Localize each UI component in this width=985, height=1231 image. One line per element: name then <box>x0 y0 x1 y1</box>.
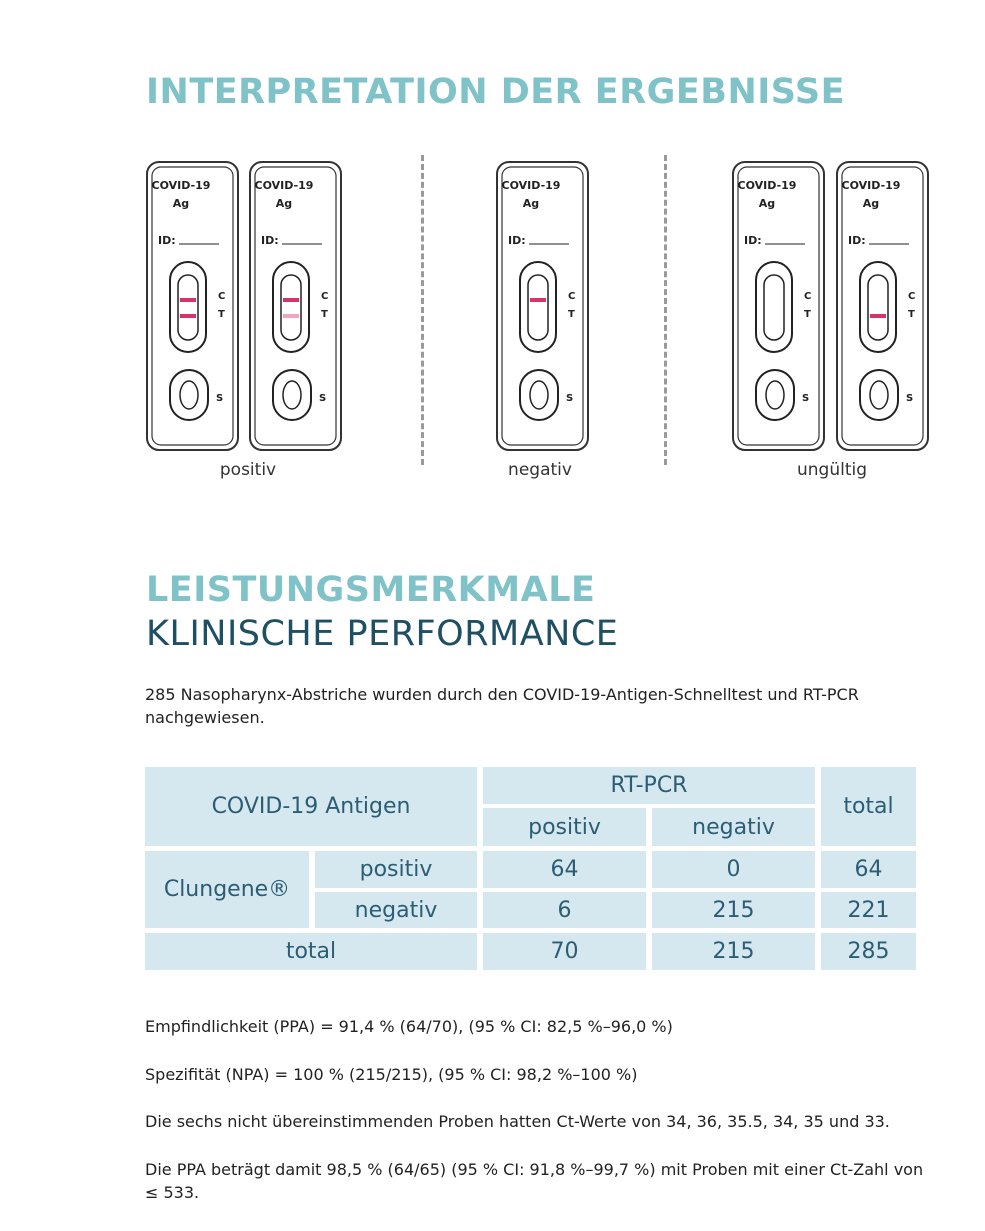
table-cell: 70 <box>483 933 646 970</box>
table-cell: 215 <box>652 892 815 928</box>
svg-text:Ag: Ag <box>172 197 190 210</box>
table-cell: 215 <box>652 933 815 970</box>
svg-text:C: C <box>908 291 916 302</box>
label-positive: positiv <box>219 460 277 480</box>
svg-text:COVID-19: COVID-19 <box>737 179 797 192</box>
table-cell: 285 <box>821 933 916 970</box>
svg-text:COVID-19: COVID-19 <box>501 179 561 192</box>
svg-text:Ag: Ag <box>522 197 540 210</box>
table-method-header: RT-PCR <box>483 767 815 804</box>
svg-text:COVID-19: COVID-19 <box>841 179 901 192</box>
svg-text:COVID-19: COVID-19 <box>254 179 314 192</box>
svg-text:T: T <box>804 309 811 320</box>
heading-performance: LEISTUNGSMERKMALE <box>146 570 596 610</box>
sensitivity-text: Empfindlichkeit (PPA) = 91,4 % (64/70), (95 % CI: 82,5 %–96,0 %) <box>145 1017 673 1036</box>
table-cell: 0 <box>652 851 815 888</box>
label-invalid: ungültig <box>796 460 868 480</box>
table-row-group: Clungene® <box>145 851 309 928</box>
svg-text:Ag: Ag <box>862 197 880 210</box>
table-col-pos: positiv <box>483 808 646 846</box>
table-col-total: total <box>821 767 916 846</box>
divider <box>421 155 424 465</box>
table-cell: 6 <box>483 892 646 928</box>
svg-text:T: T <box>568 309 575 320</box>
label-negative: negativ <box>508 460 572 480</box>
svg-text:Ag: Ag <box>275 197 293 210</box>
svg-text:ID:: ID: <box>744 234 762 247</box>
ppa-ct-text: Die PPA beträgt damit 98,5 % (64/65) (95 % CI: 91,8 %–99,7 %) mit Proben mit einer Ct-Zahl von ≤ 533. <box>145 1160 924 1202</box>
table-row-total: total <box>145 933 477 970</box>
svg-text:C: C <box>568 291 576 302</box>
test-cassette <box>145 160 240 452</box>
table-col-neg: negativ <box>652 808 815 846</box>
svg-text:COVID-19: COVID-19 <box>151 179 211 192</box>
svg-text:T: T <box>321 309 328 320</box>
heading-clinical: KLINISCHE PERFORMANCE <box>146 614 619 654</box>
svg-text:ID:: ID: <box>158 234 176 247</box>
svg-text:ID:: ID: <box>261 234 279 247</box>
svg-text:ID:: ID: <box>848 234 866 247</box>
table-corner: COVID-19 Antigen <box>145 767 477 846</box>
svg-text:T: T <box>218 309 225 320</box>
test-cassette <box>835 160 930 452</box>
divider <box>664 155 667 465</box>
table-row-neg: negativ <box>315 892 477 928</box>
svg-text:S: S <box>566 393 574 404</box>
table-cell: 64 <box>483 851 646 888</box>
svg-text:ID:: ID: <box>508 234 526 247</box>
table-cell: 221 <box>821 892 916 928</box>
test-cassette <box>731 160 826 452</box>
svg-text:Ag: Ag <box>758 197 776 210</box>
test-cassette <box>495 160 590 452</box>
svg-text:C: C <box>321 291 329 302</box>
svg-text:T: T <box>908 309 915 320</box>
test-cassette <box>248 160 343 452</box>
specificity-text: Spezifität (NPA) = 100 % (215/215), (95 % CI: 98,2 %–100 %) <box>145 1065 638 1084</box>
svg-text:S: S <box>906 393 914 404</box>
discordant-text: Die sechs nicht übereinstimmenden Proben hatten Ct-Werte von 34, 36, 35.5, 34, 35 und 33. <box>145 1112 890 1131</box>
intro-text: 285 Nasopharynx-Abstriche wurden durch den COVID-19-Antigen-Schnelltest und RT-PCR nachgewiesen. <box>145 685 859 727</box>
svg-text:C: C <box>804 291 812 302</box>
heading-interpretation: INTERPRETATION DER ERGEBNISSE <box>146 72 846 112</box>
table-row-pos: positiv <box>315 851 477 888</box>
table-cell: 64 <box>821 851 916 888</box>
svg-text:C: C <box>218 291 226 302</box>
svg-text:S: S <box>802 393 810 404</box>
svg-text:S: S <box>319 393 327 404</box>
svg-text:S: S <box>216 393 224 404</box>
